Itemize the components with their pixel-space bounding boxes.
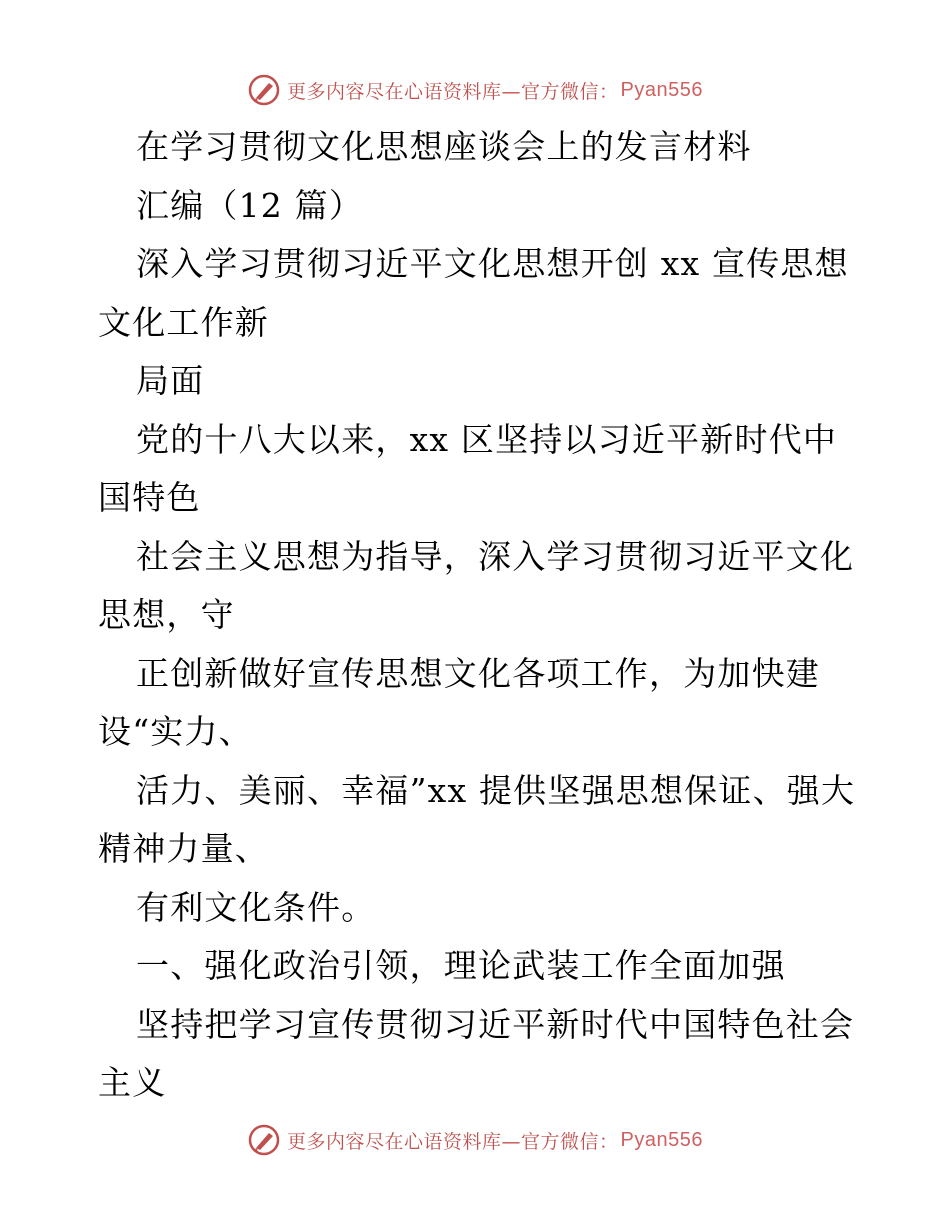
doc-title-line-2: 汇编（12 篇） xyxy=(136,185,364,225)
pen-logo-icon xyxy=(247,1123,281,1157)
watermark-text: 更多内容尽在心语资料库—官方微信： xyxy=(287,1130,619,1153)
pen-logo-icon xyxy=(247,73,281,107)
subsection-heading: 一、强化政治引领，理论武装工作全面加强 xyxy=(136,946,786,985)
body-paragraph: 有利文化条件。 xyxy=(136,887,376,927)
watermark-wechat-id: Pyan556 xyxy=(620,78,703,101)
body-paragraph: 活力、美丽、幸福”xx 提供坚强思想保证、强大精神力量、 xyxy=(98,770,856,868)
body-paragraph: 党的十八大以来，xx 区坚持以习近平新时代中国特色 xyxy=(98,419,838,517)
header-watermark xyxy=(0,72,950,108)
footer-watermark xyxy=(0,1122,950,1158)
watermark-wechat-id: Pyan556 xyxy=(620,1128,703,1151)
body-paragraph: 坚持把学习宣传贯彻习近平新时代中国特色社会主义 xyxy=(98,1004,855,1102)
doc-title-line-1: 在学习贯彻文化思想座谈会上的发言材料 xyxy=(136,127,752,166)
document-body xyxy=(98,118,858,1113)
watermark-text: 更多内容尽在心语资料库—官方微信： xyxy=(287,80,619,103)
section-title: 深入学习贯彻习近平文化思想开创 xx 宣传思想文化工作新 xyxy=(98,244,849,342)
body-paragraph: 正创新做好宣传思想文化各项工作，为加快建设“实力、 xyxy=(98,653,820,751)
body-paragraph: 社会主义思想为指导，深入学习贯彻习近平文化思想，守 xyxy=(98,536,855,634)
section-title-continued: 局面 xyxy=(136,361,205,400)
